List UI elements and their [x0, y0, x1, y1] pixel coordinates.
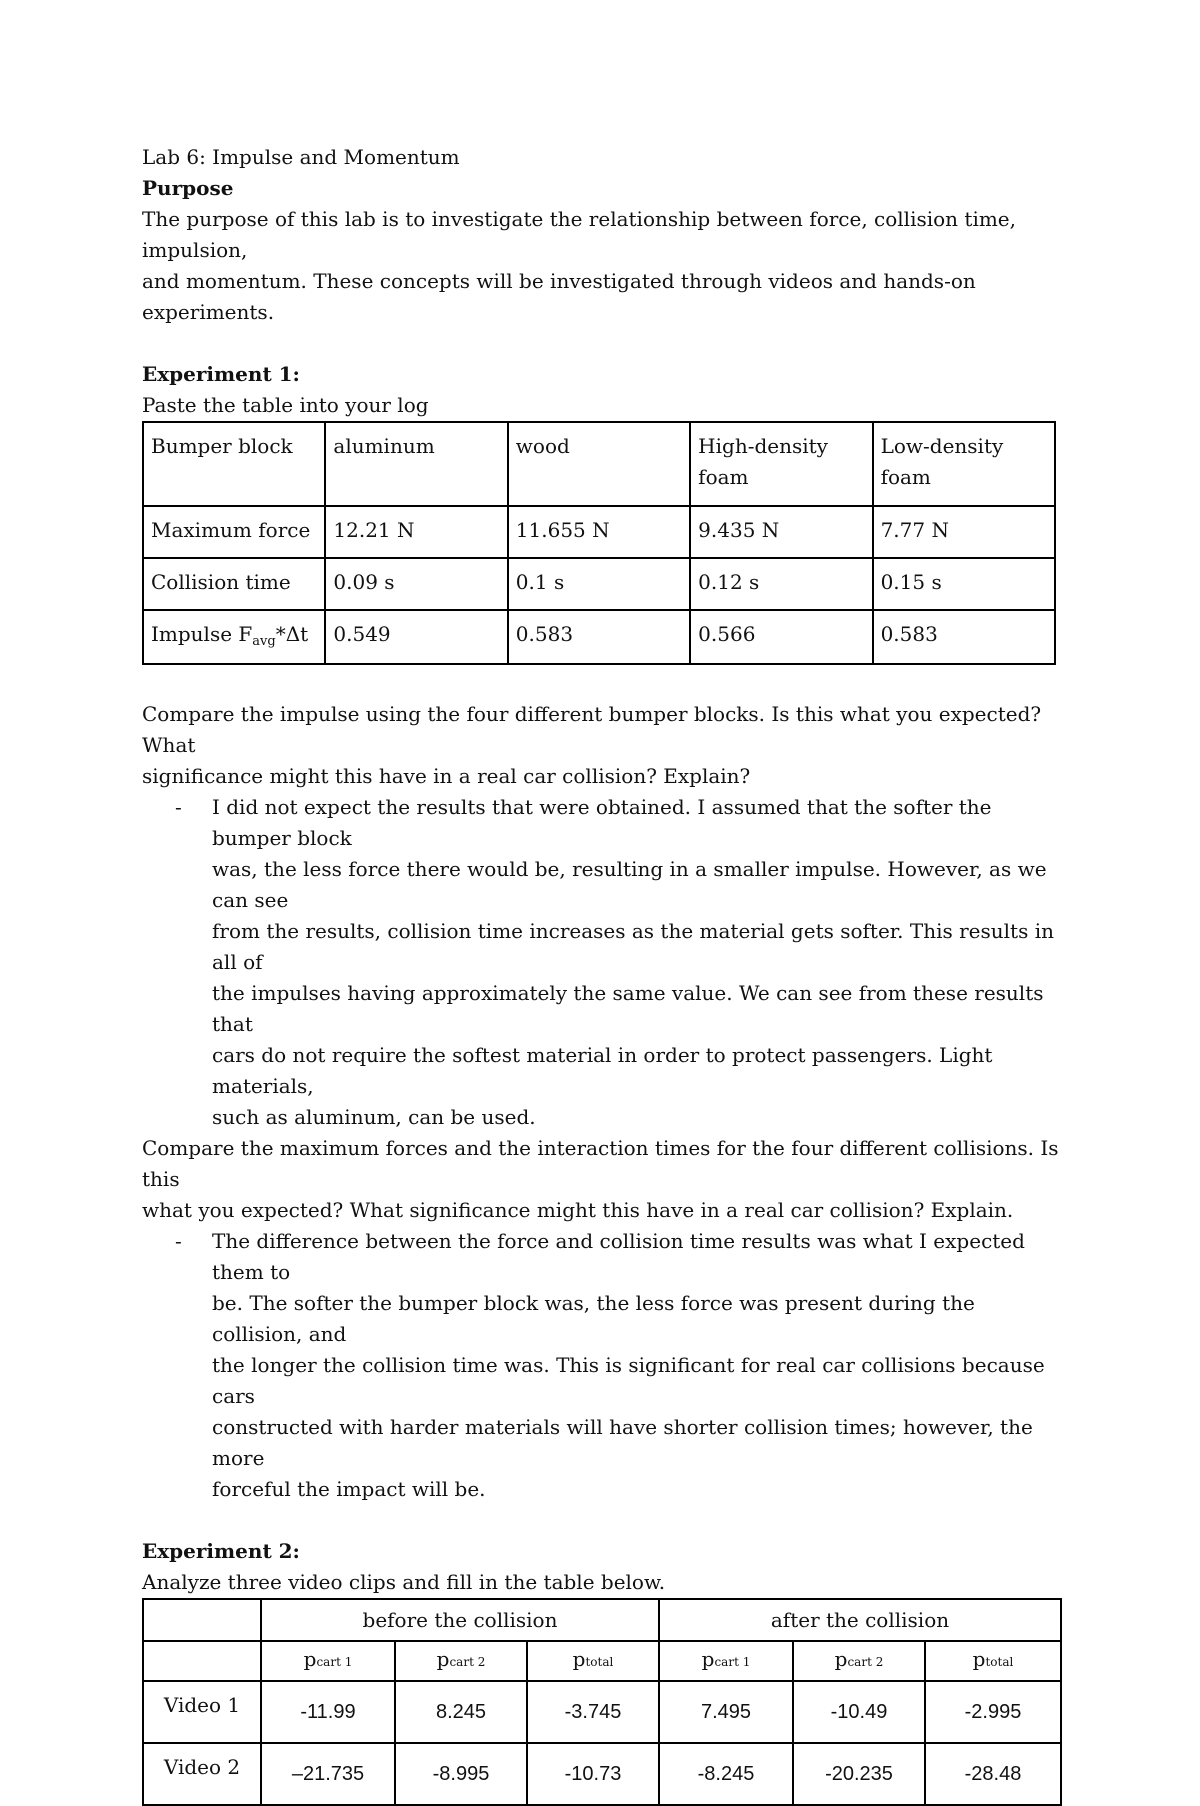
table-row	[143, 1743, 1061, 1805]
table-cell: -8.245	[659, 1743, 793, 1805]
table-cell: -2.995	[925, 1681, 1061, 1743]
question2-line-1: Compare the maximum forces and the interaction times for the four different collisions. Is this	[142, 1136, 1059, 1191]
impulse-label-cell	[143, 610, 325, 664]
dash-bullet: -	[175, 1229, 182, 1253]
table-cell: -28.48	[925, 1743, 1061, 1805]
column-header-p-total-before	[527, 1641, 659, 1681]
table-cell: Maximum force	[143, 506, 325, 558]
document-page	[142, 142, 1062, 1806]
p-subscript: cart 1	[316, 1655, 353, 1669]
impulse-label-main: Impulse F	[151, 622, 253, 646]
table-cell: 0.549	[325, 610, 507, 664]
group-header-after: after the collision	[659, 1599, 1061, 1641]
impulse-label-sub: avg	[252, 634, 276, 649]
table-cell: 9.435 N	[690, 506, 872, 558]
table-cell: 11.655 N	[508, 506, 690, 558]
answer-line: the impulses having approximately the same value. We can see from these results that	[212, 981, 1044, 1036]
p-subscript: cart 1	[714, 1655, 751, 1669]
table-cell: High-density foam	[690, 422, 872, 506]
table-cell: 0.15 s	[873, 558, 1055, 610]
purpose-text-line-1: The purpose of this lab is to investigate the relationship between force, collision time, impulsion,	[142, 207, 1017, 262]
p-symbol: p	[834, 1647, 848, 1671]
impulse-label-tail: *Δt	[275, 622, 309, 646]
experiment1-instruction: Paste the table into your log	[142, 393, 429, 417]
column-header-p-cart1-before	[261, 1641, 395, 1681]
answer-line: the longer the collision time was. This is significant for real car collisions because cars	[212, 1353, 1045, 1408]
answer-text: The difference between the force and collision time results was what I expected them to	[212, 1229, 1025, 1284]
table-cell: 0.09 s	[325, 558, 507, 610]
table-cell: wood	[508, 422, 690, 506]
p-subscript: cart 2	[449, 1655, 486, 1669]
page-title: Lab 6: Impulse and Momentum	[142, 145, 460, 169]
p-symbol: p	[972, 1647, 986, 1671]
experiment2-table	[142, 1598, 1062, 1806]
table-cell: aluminum	[325, 422, 507, 506]
question1-line-1: Compare the impulse using the four different bumper blocks. Is this what you expected? What	[142, 702, 1042, 757]
table-cell: -11.99	[261, 1681, 395, 1743]
table-corner-cell	[143, 1599, 261, 1641]
table-cell: -20.235	[793, 1743, 925, 1805]
answer-line	[175, 1226, 1062, 1288]
question2-answer	[142, 1226, 1062, 1505]
experiment2-heading: Experiment 2:	[142, 1539, 300, 1563]
table-cell: 12.21 N	[325, 506, 507, 558]
p-subscript: cart 2	[847, 1655, 884, 1669]
table-cell: -8.995	[395, 1743, 527, 1805]
table-cell: 0.583	[873, 610, 1055, 664]
question1-line-2: significance might this have in a real car collision? Explain?	[142, 764, 751, 788]
table-cell: Low-density foam	[873, 422, 1055, 506]
table-cell: -10.49	[793, 1681, 925, 1743]
table-cell: Bumper block	[143, 422, 325, 506]
table-row	[143, 610, 1055, 664]
group-header-before: before the collision	[261, 1599, 659, 1641]
p-subscript: total	[985, 1655, 1014, 1669]
row-label: Video 1	[143, 1681, 261, 1743]
table-cell: 7.495	[659, 1681, 793, 1743]
table-row	[143, 422, 1055, 506]
answer-text: I did not expect the results that were obtained. I assumed that the softer the bumper block	[212, 795, 992, 850]
question2-line-2: what you expected? What significance might this have in a real car collision? Explain.	[142, 1198, 1014, 1222]
column-header-p-cart1-after	[659, 1641, 793, 1681]
purpose-heading: Purpose	[142, 176, 234, 200]
table-cell: -3.745	[527, 1681, 659, 1743]
column-header-p-total-after	[925, 1641, 1061, 1681]
answer-line: from the results, collision time increases as the material gets softer. This results in all of	[212, 919, 1054, 974]
table-cell: 0.1 s	[508, 558, 690, 610]
experiment2-instruction: Analyze three video clips and fill in the table below.	[142, 1570, 666, 1594]
table-cell: 7.77 N	[873, 506, 1055, 558]
experiment1-heading: Experiment 1:	[142, 362, 300, 386]
p-symbol: p	[572, 1647, 586, 1671]
experiment1-table	[142, 421, 1056, 665]
p-symbol: p	[303, 1647, 317, 1671]
row-label: Video 2	[143, 1743, 261, 1805]
question1-answer	[142, 792, 1062, 1133]
table-row	[143, 1641, 1061, 1681]
table-cell: 0.583	[508, 610, 690, 664]
answer-line: cars do not require the softest material in order to protect passengers. Light materials,	[212, 1043, 993, 1098]
table-cell: 8.245	[395, 1681, 527, 1743]
p-subscript: total	[585, 1655, 614, 1669]
purpose-text-line-2: and momentum. These concepts will be investigated through videos and hands-on experiments.	[142, 269, 976, 324]
table-row	[143, 1599, 1061, 1641]
table-row	[143, 1681, 1061, 1743]
answer-line	[175, 792, 1062, 854]
p-symbol: p	[436, 1647, 450, 1671]
answer-line: was, the less force there would be, resulting in a smaller impulse. However, as we can see	[212, 857, 1047, 912]
dash-bullet: -	[175, 795, 182, 819]
p-symbol: p	[701, 1647, 715, 1671]
answer-line: be. The softer the bumper block was, the less force was present during the collision, and	[212, 1291, 975, 1346]
table-cell: 0.566	[690, 610, 872, 664]
table-cell: -10.73	[527, 1743, 659, 1805]
table-cell: 0.12 s	[690, 558, 872, 610]
table-cell: –21.735	[261, 1743, 395, 1805]
table-cell: Collision time	[143, 558, 325, 610]
table-row	[143, 558, 1055, 610]
table-corner-cell	[143, 1641, 261, 1681]
answer-line: such as aluminum, can be used.	[212, 1105, 536, 1129]
answer-line: forceful the impact will be.	[212, 1477, 486, 1501]
table-row	[143, 506, 1055, 558]
column-header-p-cart2-before	[395, 1641, 527, 1681]
column-header-p-cart2-after	[793, 1641, 925, 1681]
answer-line: constructed with harder materials will have shorter collision times; however, the more	[212, 1415, 1033, 1470]
